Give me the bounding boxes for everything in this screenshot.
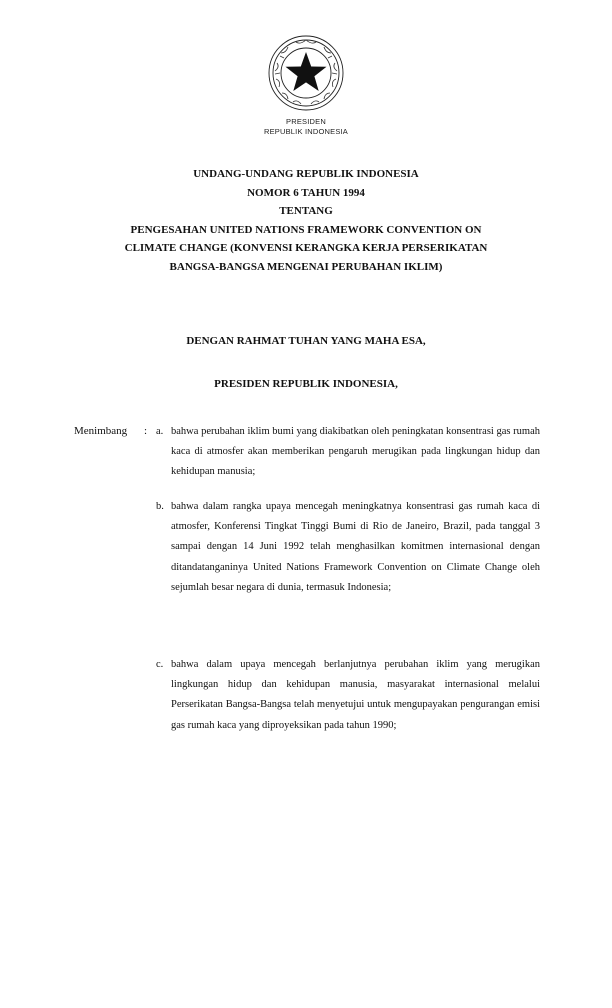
- menimbang-item-b: [156, 497, 540, 598]
- rahmat-line: DENGAN RAHMAT TUHAN YANG MAHA ESA,: [186, 335, 426, 347]
- menimbang-item-a: [156, 422, 540, 483]
- issuer-header: [0, 117, 612, 136]
- title-line-6: BANGSA-BANGSA MENGENAI PERUBAHAN IKLIM): [169, 260, 443, 273]
- title-line-2: NOMOR 6 TAHUN 1994: [247, 186, 365, 199]
- menimbang-label: Menimbang: [74, 425, 128, 437]
- menimbang-item-c: [156, 655, 540, 736]
- presiden-line: PRESIDEN REPUBLIK INDONESIA,: [214, 378, 398, 390]
- menimbang-colon: :: [144, 425, 148, 437]
- item-letter: b.: [156, 501, 164, 512]
- title-line-5: CLIMATE CHANGE (KONVENSI KERANGKA KERJA PERSERIKATAN: [124, 242, 488, 254]
- garuda-star-emblem-icon: [266, 33, 346, 113]
- item-text: bahwa dalam upaya mencegah berlanjutnya perubahan iklim yang merugikan lingkungan hidup dan kehidupan manusia, masyarakat internasional melalui Perserikatan Bangsa-Bangsa telah menyetujui untuk mengupayakan pengurangan emisi gas rumah kaca yang diproyeksikan pada tahun 1990;: [171, 659, 540, 731]
- item-letter: a.: [156, 426, 164, 437]
- title-line-4: PENGESAHAN UNITED NATIONS FRAMEWORK CONVENTION ON: [130, 223, 482, 236]
- title-line-1: UNDANG-UNDANG REPUBLIK INDONESIA: [193, 168, 419, 180]
- item-letter: c.: [156, 659, 164, 670]
- issuer-office: PRESIDEN: [286, 117, 326, 126]
- item-text: bahwa perubahan iklim bumi yang diakibatkan oleh peningkatan konsentrasi gas rumah kaca di atmosfer akan memberikan pengaruh merugikan pada lingkungan hidup dan kehidupan manusia;: [171, 426, 540, 478]
- issuer-country: REPUBLIK INDONESIA: [263, 126, 349, 136]
- title-line-3: TENTANG: [279, 205, 333, 217]
- document-title: [0, 165, 612, 276]
- item-text: bahwa dalam rangka upaya mencegah meningkatnya konsentrasi gas rumah kaca di atmosfer, Konferensi Tingkat Tinggi Bumi di Rio de Janeiro, Brazil, pada tanggal 3 sampai dengan 14 Juni 1992 telah menghasilkan komitmen internasional dengan ditandatanganinya United Nations Framework Convention on Climate Change oleh sejumlah besar negara di dunia, termasuk Indonesia;: [171, 501, 540, 593]
